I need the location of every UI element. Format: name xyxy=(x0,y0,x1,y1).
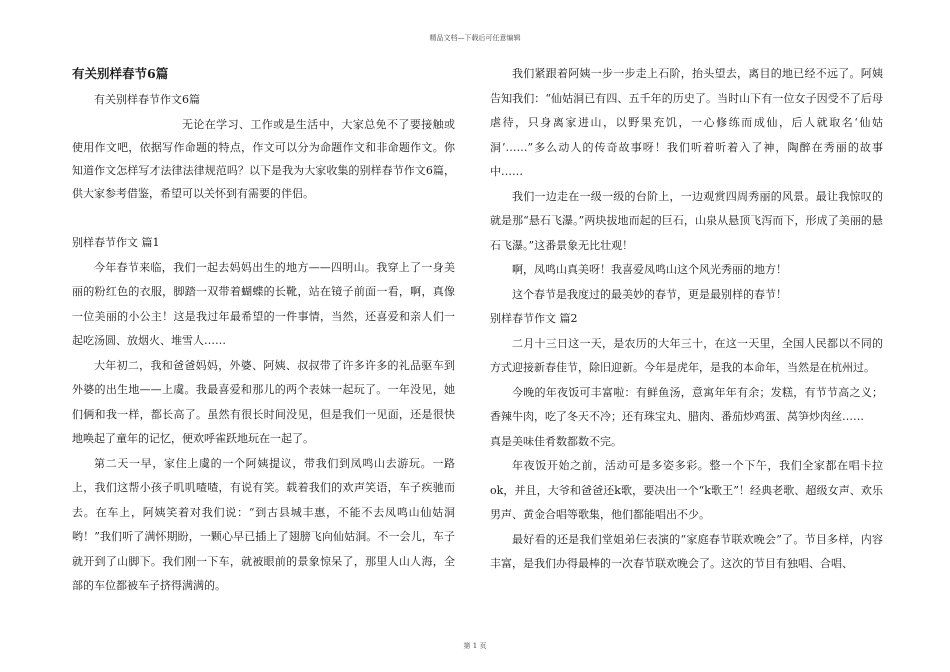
page-header: 精品文档—下载后可任意编辑 xyxy=(429,34,521,42)
page-number: 第 1 页 xyxy=(463,642,487,650)
intro-paragraph: 无论在学习、工作或是生活中，大家总免不了要接触或使用作文吧，依据写作命题的特点，作文可以分为命题作文和非命题作文。你知道作文怎样写才法律法律规范吗？以下是我为大家收集的别样春节作文6篇，供大家参考借鉴，希望可以关怀到有需要的伴侣。 xyxy=(72,118,455,200)
left-column xyxy=(72,62,455,599)
paragraph: 最好看的还是我们堂姐弟仨表演的“家庭春节联欢晚会”了。节目多样，内容丰富，是我们办得最棒的一次春节联欢晚会了。这次的节目有独唱、合唱、 xyxy=(490,532,883,570)
paragraph: 二月十三日这一天，是农历的大年三十，在这一天里，全国人民都以不同的方式迎接新春佳节，除旧迎新。今年是虎年，是我的本命年，当然是在杭州过。 xyxy=(490,336,883,374)
paragraph: 真是美味佳肴数都数不完。 xyxy=(490,434,622,448)
paragraph: 第二天一早，家住上虞的一个阿姨提议，带我们到凤鸣山去游玩。一路上，我们这帮小孩子叽叽喳喳，有说有笑。载着我们的欢声笑语，车子疾驰而去。在车上，阿姨笑着对我们说：“到古县城丰惠，不能不去凤鸣山仙姑洞哟！”我们听了满怀期盼，一颗心早已插上了翅膀飞向仙姑洞。不一会儿，车子就开到了山脚下。我们刚一下车，就被眼前的景象惊呆了，那里人山人海，全部的车位都被车子挤得满满的。 xyxy=(72,456,455,592)
right-column xyxy=(490,62,883,577)
paragraph: 今晚的年夜饭可丰富啦：有鲜鱼汤，意寓年年有余；发糕，有节节高之义；香辣牛肉，吃了冬天不冷；还有珠宝丸、腊肉、番茄炒鸡蛋、莴笋炒肉丝…… xyxy=(490,385,883,423)
paragraph: 我们紧跟着阿姨一步一步走上石阶，抬头望去，离目的地已经不远了。阿姨告知我们：“仙姑洞已有四、五千年的历史了。当时山下有一位女子因受不了后母虐待，只身离家进山，以野果充饥，一心修练而成仙，后人就取名‘仙姑洞’……”多么动人的传奇故事呀！我们听着听着入了神，陶醉在秀丽的故事中…… xyxy=(490,67,883,178)
section-heading-1: 别样春节作文 篇1 xyxy=(72,236,160,249)
document-title: 有关别样春节6篇 xyxy=(72,66,169,81)
paragraph: 大年初二，我和爸爸妈妈，外婆、阿姨、叔叔带了许多许多的礼品驱车到外婆的出生地——上虞。我最喜爱和那儿的两个表妹一起玩了。一年没见，她们俩和我一样，都长高了。虽然有很长时间没见，但是我们一见面，还是很快地唤起了童年的记忆，便欢呼雀跃地玩在一起了。 xyxy=(72,358,455,445)
paragraph: 年夜饭开始之前，活动可是多姿多彩。整一个下午，我们全家都在唱卡拉ok，并且，大爷和爸爸还k歌，要决出一个“k歌王”！经典老歌、超级女声、欢乐男声、黄金合唱等歌集，他们都能唱出不少。 xyxy=(490,459,883,521)
paragraph: 今年春节来临，我们一起去妈妈出生的地方——四明山。我穿上了一身美丽的粉红色的衣服，脚踏一双带着蝴蝶的长靴，站在镜子前面一看，啊，真像一位美丽的小公主！这是我过年最希望的一件事情，当然，还喜爱和亲人们一起吃汤圆、放烟火、堆雪人…… xyxy=(72,260,455,347)
section-heading-2: 别样春节作文 篇2 xyxy=(490,312,578,325)
paragraph: 我们一边走在一级一级的台阶上，一边观赏四周秀丽的风景。最让我惊叹的就是那“悬石飞瀑。”两块拔地而起的巨石，山泉从悬顶飞泻而下，形成了美丽的悬石飞瀑。”这番景象无比壮观！ xyxy=(490,189,883,252)
paragraph: 啊，凤鸣山真美呀！我喜爱凤鸣山这个风光秀丽的地方！ xyxy=(512,263,787,276)
paragraph: 这个春节是我度过的最美妙的春节，更是最别样的春节！ xyxy=(512,287,787,301)
document-subtitle: 有关别样春节作文6篇 xyxy=(94,93,200,106)
